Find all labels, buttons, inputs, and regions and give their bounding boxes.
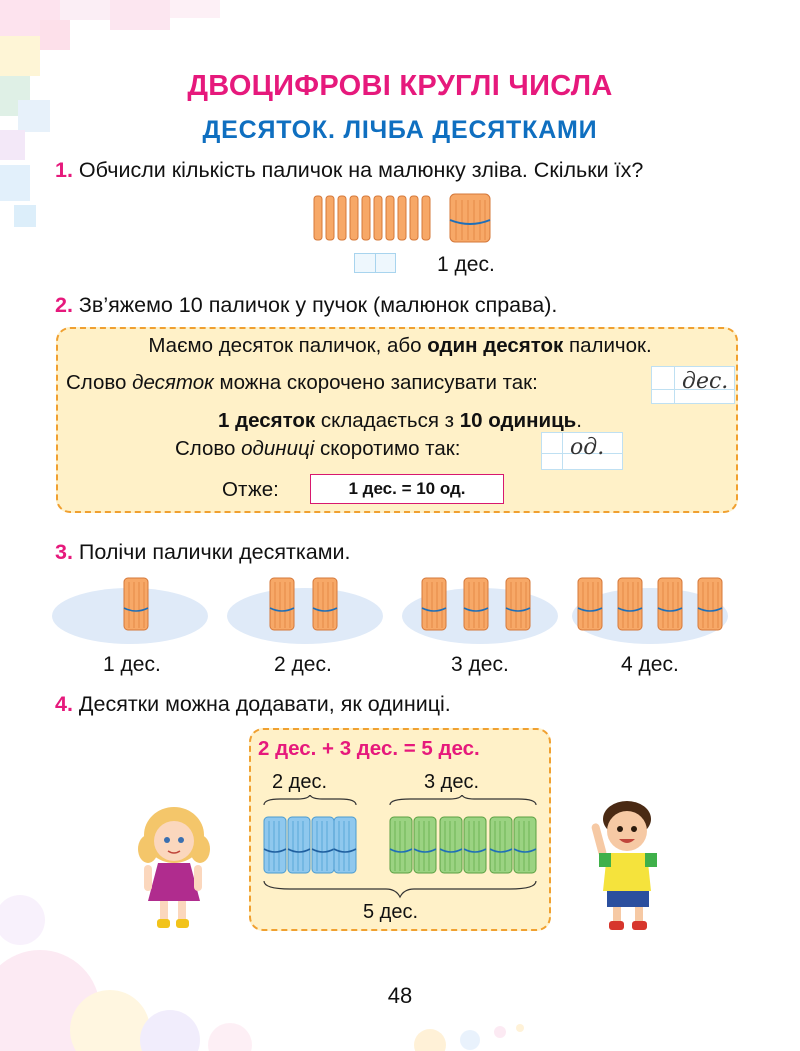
boy-shoe: [632, 921, 647, 930]
bundle-icon: [464, 578, 488, 630]
boy-leg: [613, 907, 621, 923]
girl-shoe: [176, 919, 189, 928]
task-text: Десятки можна додавати, як одиниці.: [78, 692, 451, 716]
boy-eye: [631, 826, 637, 832]
rule-text: складається з: [315, 409, 460, 432]
task-number: 3.: [55, 540, 73, 564]
sticks-illustration: [300, 192, 510, 248]
abbr-dec-cell: [651, 366, 735, 404]
girl-shoe: [157, 919, 170, 928]
rule-italic: десяток: [132, 371, 214, 394]
task-number: 2.: [55, 293, 73, 317]
task-text: Зв’яжемо 10 паличок у пучок (малюнок справа).: [78, 293, 558, 317]
bundle-icon: [506, 578, 530, 630]
rule-bold: один десяток: [427, 334, 564, 357]
girl-dress: [148, 863, 200, 901]
rule-line-2: [66, 371, 538, 395]
task-4: [55, 692, 451, 717]
task-number: 4.: [55, 692, 73, 716]
bundle-green: [490, 817, 512, 873]
girl-arm: [144, 865, 152, 891]
bubble: [516, 1024, 524, 1032]
sum-illustration: [250, 795, 550, 905]
girl-eye: [164, 837, 170, 843]
bundle-icon: [313, 578, 337, 630]
group-ellipse-2: [227, 588, 383, 644]
task-2: [55, 293, 557, 318]
abbr-od: од.: [570, 435, 605, 460]
rule-bold: 1 десяток: [218, 409, 316, 432]
bundle-icon: [422, 578, 446, 630]
bubble: [414, 1029, 446, 1051]
bundle-green: [414, 817, 436, 873]
bundle-blue: [334, 817, 356, 873]
rule-text: Слово: [66, 371, 133, 394]
task-number: 1.: [55, 158, 73, 182]
group-label-2: 2 дес.: [274, 653, 332, 676]
boy-eye: [617, 826, 623, 832]
bundle-green: [464, 817, 486, 873]
girl-face: [154, 821, 194, 861]
rule-text: паличок.: [563, 334, 652, 357]
rule-text: скоротимо так:: [314, 437, 461, 460]
girl-leg: [178, 901, 186, 921]
boy-shorts: [607, 891, 649, 907]
bundle-blue: [264, 817, 286, 873]
rule-conclusion-label: Отже:: [222, 478, 279, 501]
sum-equation: 2 дес. + 3 дес. = 5 дес.: [258, 737, 480, 760]
girl-arm: [194, 865, 202, 891]
page-subtitle: ДЕСЯТОК. ЛІЧБА ДЕСЯТКАМИ: [202, 116, 598, 144]
caption-1-dec: 1 дес.: [437, 253, 495, 276]
girl-leg: [160, 901, 168, 921]
boy-arm: [591, 823, 608, 858]
group-label-4: 4 дес.: [621, 653, 679, 676]
bundle-green: [440, 817, 462, 873]
page-title: ДВОЦИФРОВІ КРУГЛІ ЧИСЛА: [187, 70, 613, 102]
total-label: 5 дес.: [363, 901, 419, 923]
rule-italic: одиниці: [241, 437, 315, 460]
bundle-icon: [270, 578, 294, 630]
abbr-dec: дес.: [682, 369, 729, 394]
bubble: [494, 1026, 506, 1038]
rule-text: .: [576, 409, 582, 432]
bubble: [460, 1030, 480, 1050]
abbr-od-cell: [541, 432, 623, 470]
single-sticks: [314, 196, 430, 240]
girl-illustration: [130, 805, 220, 933]
rule-line-3: [0, 409, 800, 433]
bubble: [208, 1023, 252, 1051]
task-text: Обчисли кількість паличок на малюнку зліва. Скільки їх?: [78, 158, 644, 182]
bundle-green: [514, 817, 536, 873]
girl-eye: [178, 837, 184, 843]
rule-bold: 10 одиниць: [459, 409, 577, 432]
bundles-groups: [0, 570, 800, 660]
rule-text: Слово: [175, 437, 242, 460]
brace-left: [264, 795, 356, 805]
boy-illustration: [585, 795, 675, 935]
task-text: Полічи палички десятками.: [78, 540, 351, 564]
equation-box: 1 дес. = 10 од.: [310, 474, 504, 504]
bubble: [0, 895, 45, 945]
bundle-blue: [288, 817, 310, 873]
bubble: [140, 1010, 200, 1051]
boy-sleeve: [645, 853, 657, 867]
bundle-icon: [658, 578, 682, 630]
boy-face: [607, 811, 647, 851]
task-1: [55, 158, 643, 183]
rule-text: можна скорочено записувати так:: [213, 371, 538, 394]
bundle-icon: [698, 578, 722, 630]
left-label: 2 дес.: [272, 771, 328, 793]
bundle-icon: [450, 194, 490, 242]
page-number: 48: [387, 983, 413, 1008]
group-label-3: 3 дес.: [451, 653, 509, 676]
bundle-green: [390, 817, 412, 873]
bundle-icon: [578, 578, 602, 630]
bundle-blue: [312, 817, 334, 873]
brace-right: [390, 795, 536, 805]
boy-leg: [635, 907, 643, 923]
group-label-1: 1 дес.: [103, 653, 161, 676]
task-3: [55, 540, 350, 565]
rule-line-4: [175, 437, 460, 461]
answer-cells[interactable]: [354, 253, 396, 273]
rule-text: Маємо десяток паличок, або: [148, 334, 428, 357]
right-label: 3 дес.: [424, 771, 480, 793]
bundle-icon: [618, 578, 642, 630]
boy-sleeve: [599, 853, 611, 867]
bundle-icon: [124, 578, 148, 630]
boy-shoe: [609, 921, 624, 930]
brace-bottom: [264, 881, 536, 897]
rule-line-1: [0, 334, 800, 358]
